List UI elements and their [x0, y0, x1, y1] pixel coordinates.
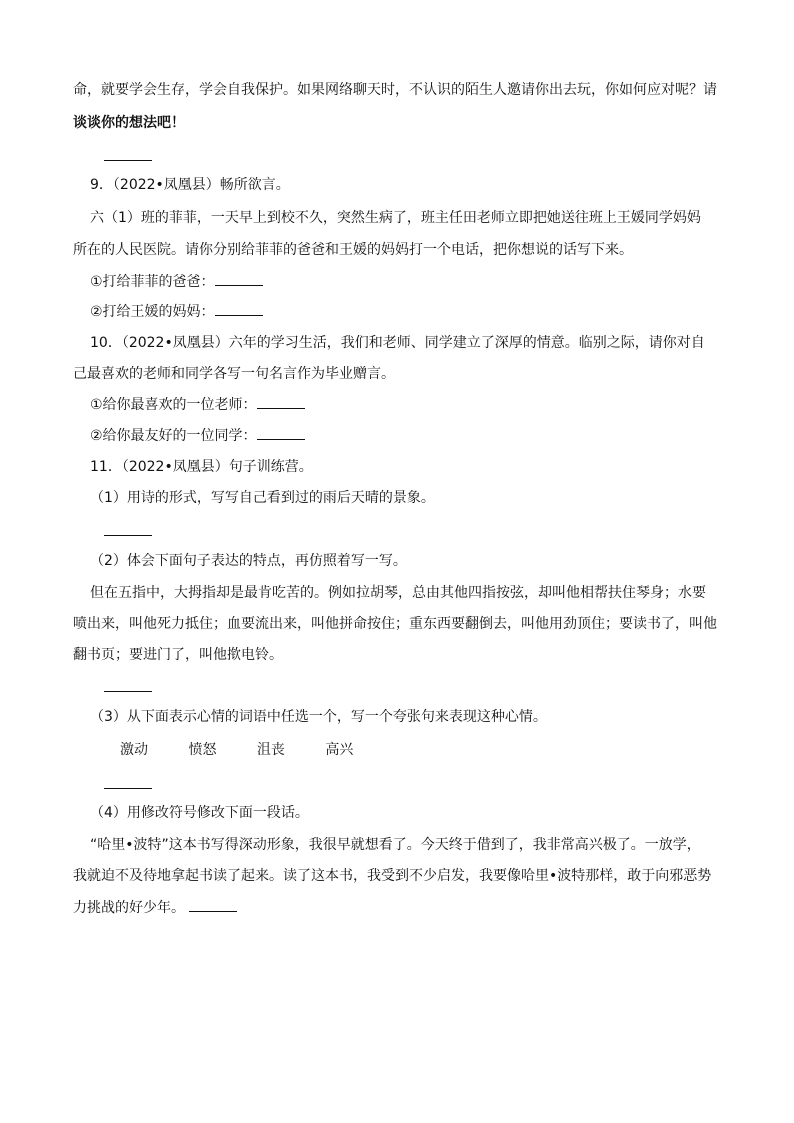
sub-question-4: （4）用修改符号修改下面一段话。: [90, 805, 309, 821]
answer-blank[interactable]: [189, 910, 237, 912]
text-line: 喷出来，叫他死力抵住；血要流出来，叫他拼命按住；重东西要翻倒去，叫他用劲顶住；要读书了，叫他: [73, 616, 717, 632]
sub-question-2: （2）体会下面句子表达的特点，再仿照着写一写。: [90, 553, 407, 569]
text-line: 我就迫不及待地拿起书读了起来。读了这本书，我受到不少启发，我要像哈里•波特那样，敢于向邪恶势: [73, 868, 712, 884]
answer-blank[interactable]: [215, 284, 263, 286]
text-line: 翻书页；要进门了，叫他揿电铃。: [73, 647, 283, 663]
answer-line: [73, 898, 237, 918]
emotion-word: 愤怒: [188, 742, 217, 758]
text-line: 所在的人民医院。请你分别给菲菲的爸爸和王媛的妈妈打一个电话，把你想说的话写下来。: [73, 242, 633, 258]
sub-question-3: （3）从下面表示心情的词语中任选一个，写一个夸张句来表现这种心情。: [90, 709, 547, 725]
answer-blank[interactable]: [104, 535, 152, 536]
answer-line: [90, 426, 305, 446]
answer-line: [90, 395, 305, 415]
question-11-header: 11．（2022•凤凰县）句子训练营。: [90, 459, 313, 475]
prompt-label: ②给你最友好的一位同学：: [90, 428, 257, 444]
text-line: 己最喜欢的老师和同学各写一句名言作为毕业赠言。: [73, 366, 395, 382]
answer-blank[interactable]: [104, 691, 152, 692]
answer-blank[interactable]: [104, 160, 152, 161]
emotion-word: 沮丧: [256, 742, 285, 758]
prompt-label: ②打给王媛的妈妈：: [90, 304, 215, 320]
text-line: 命，就要学会生存，学会自我保护。如果网络聊天时，不认识的陌生人邀请你出去玩，你如何应对呢？请: [73, 82, 717, 98]
emotion-word-list: [120, 740, 389, 760]
question-9-header: 9．（2022•凤凰县）畅所欲言。: [90, 177, 290, 193]
answer-line: [90, 272, 263, 292]
answer-line: [90, 302, 263, 322]
text-line: 但在五指中，大拇指却是最肯吃苦的。例如拉胡琴，总由其他四指按弦，却叫他相帮扶住琴身；水要: [90, 585, 706, 601]
text-line: 六（1）班的菲菲，一天早上到校不久，突然生病了，班主任田老师立即把她送往班上王媛同学妈妈: [90, 210, 701, 226]
answer-blank[interactable]: [257, 407, 305, 409]
answer-blank[interactable]: [257, 438, 305, 440]
emotion-word: 高兴: [325, 742, 354, 758]
answer-blank[interactable]: [215, 314, 263, 316]
prompt-label: ①打给菲菲的爸爸：: [90, 274, 215, 290]
text-line: “哈里•波特”这本书写得深动形象，我很早就想看了。今天终于借到了，我非常高兴极了。一放学，: [90, 837, 701, 853]
prompt-label: ①给你最喜欢的一位老师：: [90, 397, 257, 413]
emotion-word: 激动: [120, 742, 148, 758]
text-segment: 力挑战的好少年。: [73, 900, 185, 916]
question-10-text: 10．（2022•凤凰县）六年的学习生活，我们和老师、同学建立了深厚的情意。临别之际，请你对自: [90, 335, 705, 351]
sub-question-1: （1）用诗的形式，写写自己看到过的雨后天晴的景象。: [90, 490, 435, 506]
answer-blank[interactable]: [104, 788, 152, 789]
text-line: 谈谈你的想法吧！: [73, 115, 185, 131]
